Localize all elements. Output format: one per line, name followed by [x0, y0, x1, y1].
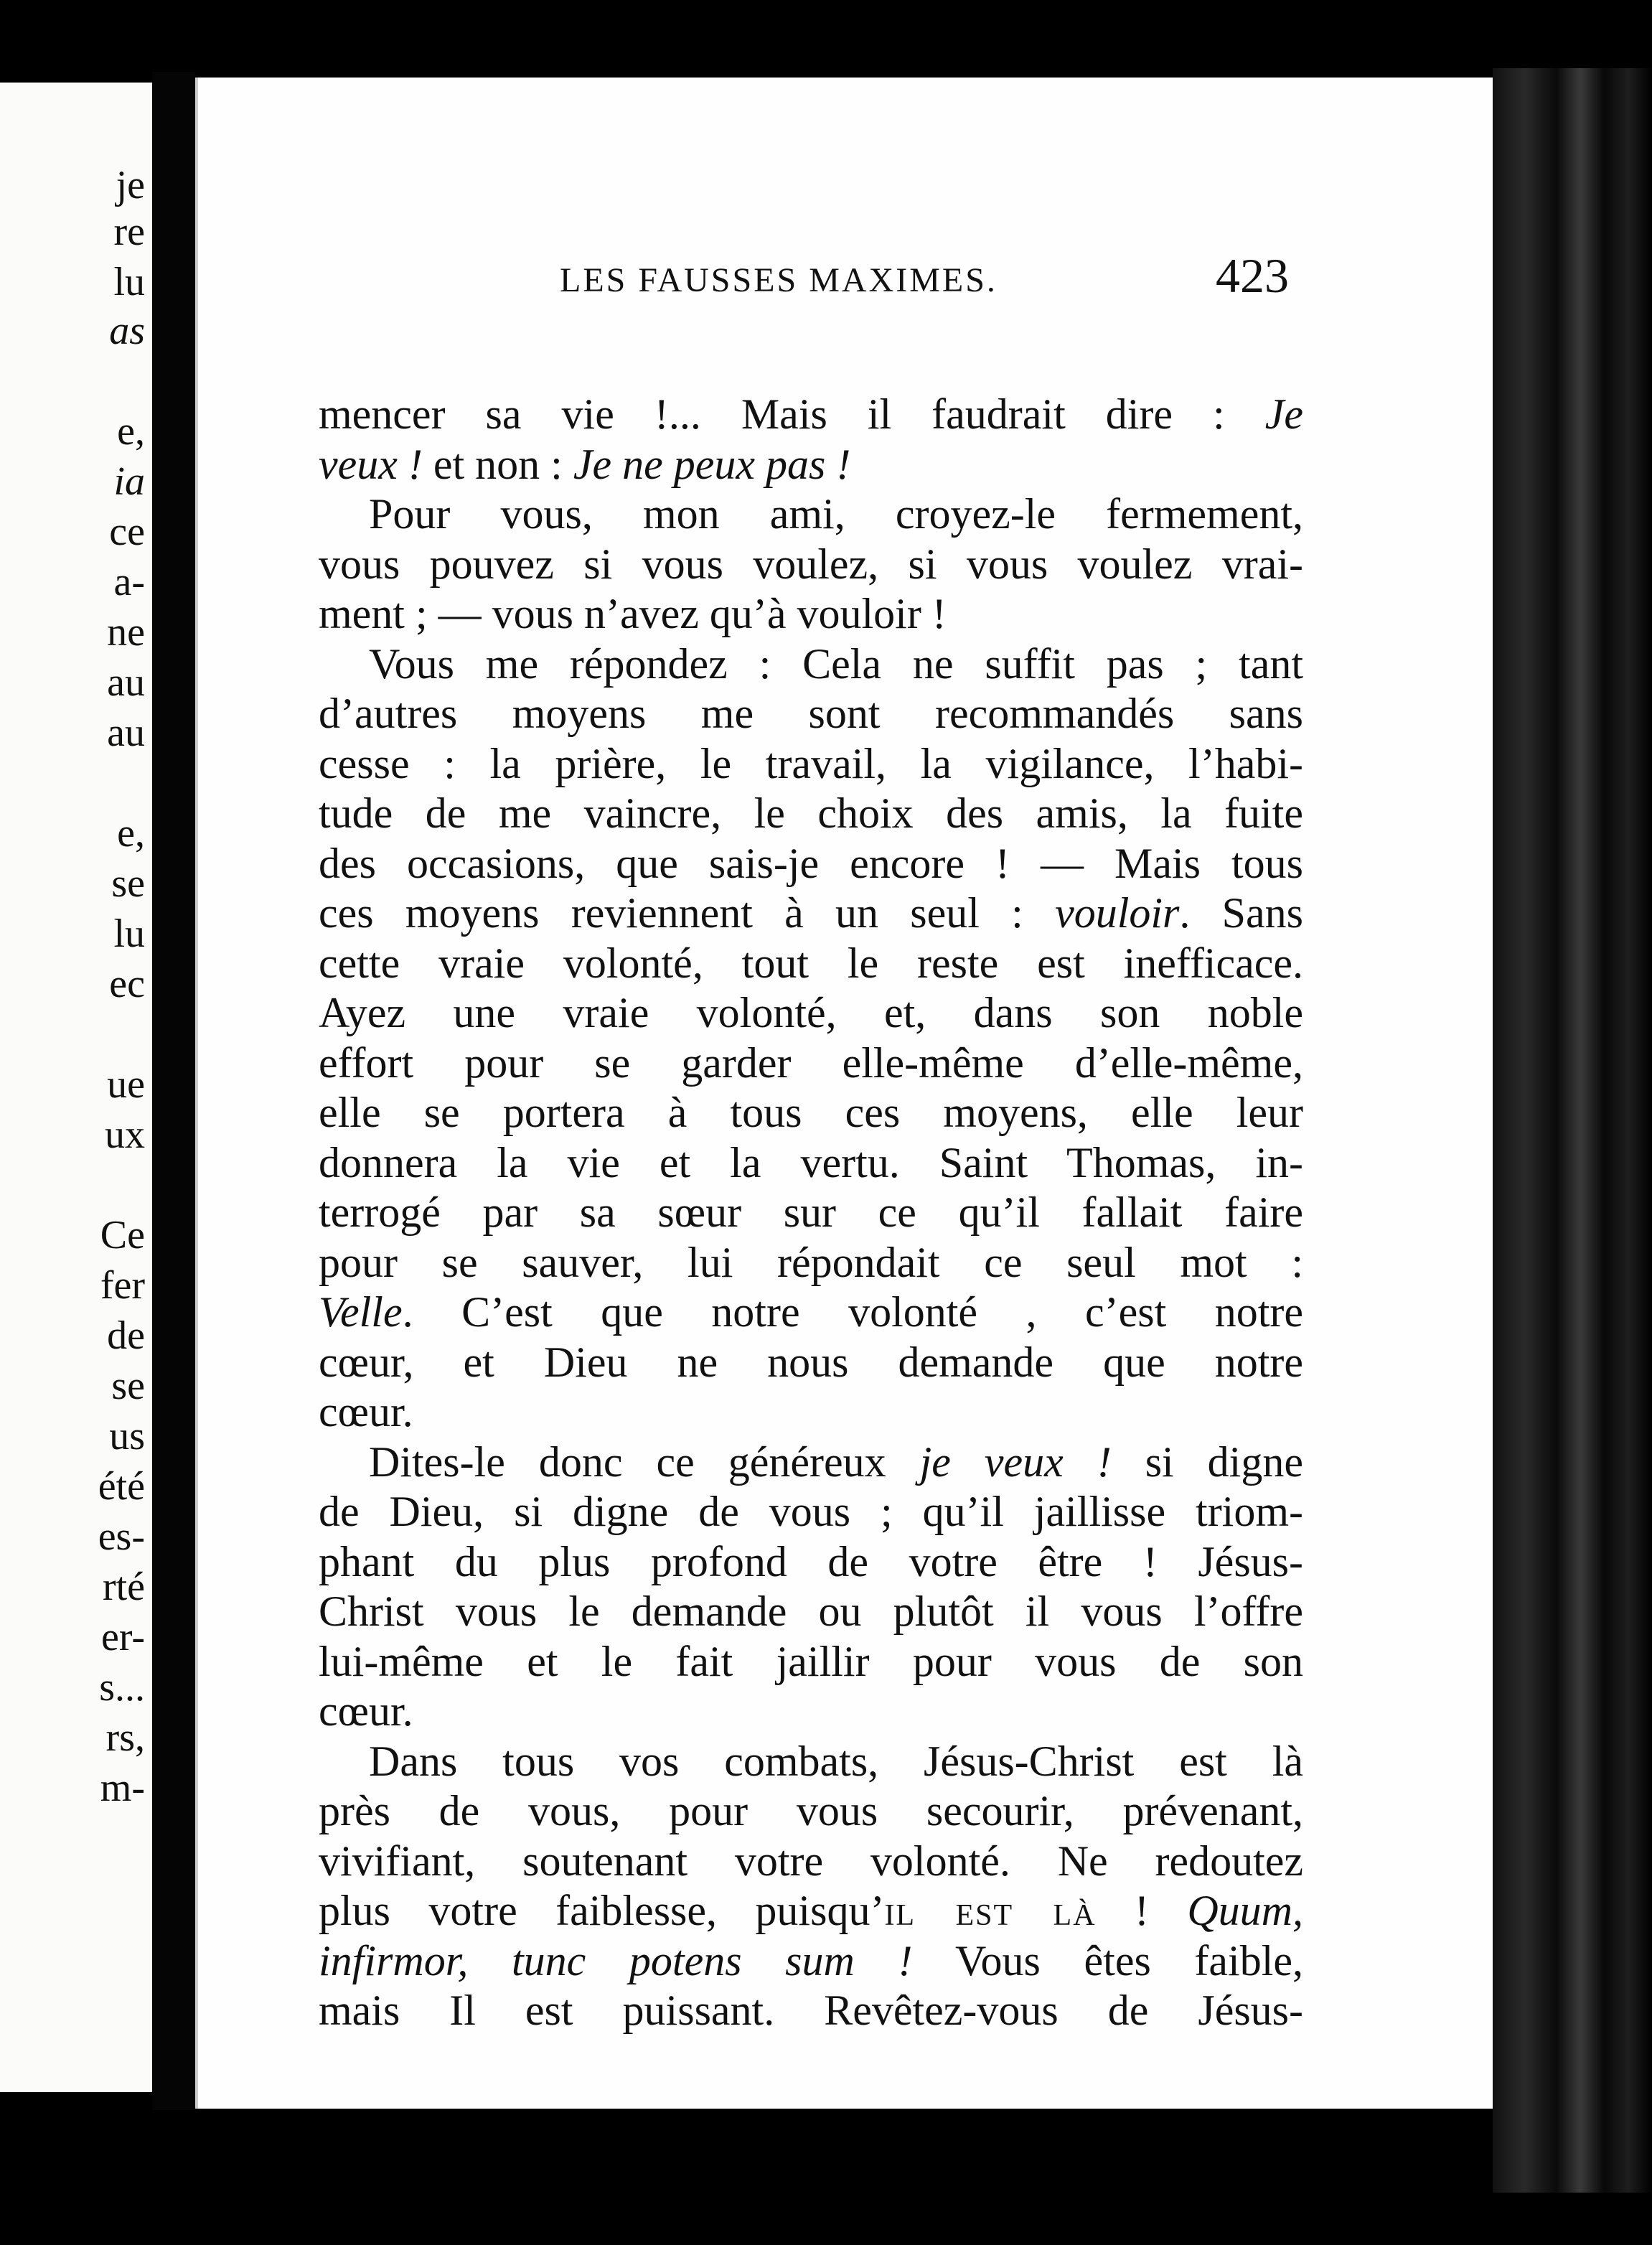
text-line: cœur. — [319, 1687, 413, 1735]
text-line: d’autres moyens me sont recommandés sans — [319, 690, 1303, 737]
previous-page-fragment — [0, 83, 152, 2092]
left-fragment: ec — [109, 962, 145, 1006]
text-line: effort pour se garder elle-même d’elle-même, — [319, 1039, 1303, 1087]
text-line: lui-même et le fait jaillir pour vous de son — [319, 1637, 1303, 1685]
text-line: Dans tous vos combats, Jésus-Christ est là — [369, 1737, 1303, 1785]
text-line: vivifiant, soutenant votre volonté. Ne redoutez — [319, 1837, 1303, 1885]
left-fragment: ux — [105, 1112, 145, 1157]
left-fragment: us — [109, 1414, 145, 1458]
running-title: LES FAUSSES MAXIMES. — [560, 261, 998, 299]
text-line: de Dieu, si digne de vous ; qu’il jaillisse triom- — [319, 1488, 1303, 1535]
page-number: 423 — [1216, 248, 1289, 303]
text-line: Dites-le donc ce généreux je veux ! si digne — [369, 1438, 1303, 1486]
left-fragment: se — [111, 1364, 145, 1408]
left-fragment: e, — [117, 409, 145, 454]
left-fragment: lu — [113, 260, 145, 304]
text-line: cœur. — [319, 1388, 413, 1435]
left-fragment: ia — [113, 459, 145, 504]
left-fragment: au — [107, 711, 145, 755]
left-fragment: re — [113, 210, 145, 254]
text-line: elle se portera à tous ces moyens, elle leur — [319, 1089, 1303, 1136]
text-line: terrogé par sa sœur sur ce qu’il fallait faire — [319, 1189, 1303, 1236]
left-fragment: Ce — [100, 1213, 145, 1257]
text-line: tude de me vaincre, le choix des amis, la fuite — [319, 789, 1303, 837]
text-line: cette vraie volonté, tout le reste est inefficace. — [319, 939, 1303, 987]
left-fragment: es- — [98, 1514, 145, 1559]
left-fragment: a- — [113, 560, 145, 604]
text-line: Ayez une vraie volonté, et, dans son noble — [319, 989, 1303, 1036]
text-line: cœur, et Dieu ne nous demande que notre — [319, 1338, 1303, 1386]
text-line: ment ; — vous n’avez qu’à vouloir ! — [319, 590, 947, 637]
text-line: infirmor, tunc potens sum ! Vous êtes faible, — [319, 1936, 1303, 1984]
left-fragment: fer — [100, 1263, 145, 1308]
left-fragment: ce — [109, 510, 145, 554]
text-line: Christ vous le demande ou plutôt il vous l’offre — [319, 1588, 1303, 1635]
left-fragment: je — [116, 163, 145, 207]
left-fragment: se — [111, 861, 145, 906]
left-fragment: été — [98, 1464, 145, 1509]
left-fragment: as — [109, 309, 145, 353]
text-line: phant du plus profond de votre être ! Jésus- — [319, 1537, 1303, 1585]
text-line: mais Il est puissant. Revêtez-vous de Jésus- — [319, 1987, 1303, 2034]
left-fragment: de — [107, 1313, 145, 1358]
book-page — [195, 78, 1496, 2109]
page-header — [198, 239, 1496, 304]
left-fragment: rs, — [105, 1715, 145, 1760]
left-fragment: s... — [99, 1665, 145, 1710]
text-line: des occasions, que sais-je encore ! — Mais tous — [319, 839, 1303, 887]
left-fragment: ue — [107, 1062, 145, 1107]
left-fragment: au — [107, 660, 145, 705]
text-line: pour se sauver, lui répondait ce seul mot : — [319, 1238, 1303, 1286]
body-text — [319, 390, 1303, 2036]
text-line: veux ! et non : Je ne peux pas ! — [319, 440, 851, 488]
text-line: donnera la vie et la vertu. Saint Thomas, in- — [319, 1138, 1303, 1186]
text-line: près de vous, pour vous secourir, prévenant, — [319, 1787, 1303, 1834]
book-gutter — [152, 72, 195, 2110]
left-fragment: e, — [117, 811, 145, 856]
book-edge-shadow — [1493, 68, 1652, 2193]
text-line: vous pouvez si vous voulez, si vous voulez vrai- — [319, 540, 1303, 588]
left-fragment: ne — [107, 610, 145, 655]
text-line: plus votre faiblesse, puisqu’il est là ! Quum, — [319, 1887, 1304, 1934]
left-fragment: m- — [100, 1766, 145, 1810]
left-fragment: lu — [113, 911, 145, 956]
text-line: cesse : la prière, le travail, la vigilance, l’habi- — [319, 739, 1303, 787]
left-fragment: er- — [100, 1615, 145, 1659]
text-line: Velle. C’est que notre volonté , c’est notre — [319, 1288, 1303, 1336]
text-line: Pour vous, mon ami, croyez-le fermement, — [369, 490, 1303, 538]
text-line: Vous me répondez : Cela ne suffit pas ; tant — [369, 639, 1303, 688]
left-fragment: rté — [102, 1565, 145, 1609]
text-line: mencer sa vie !... Mais il faudrait dire : Je — [319, 390, 1303, 438]
text-line: ces moyens reviennent à un seul : vouloir. Sans — [319, 889, 1303, 937]
